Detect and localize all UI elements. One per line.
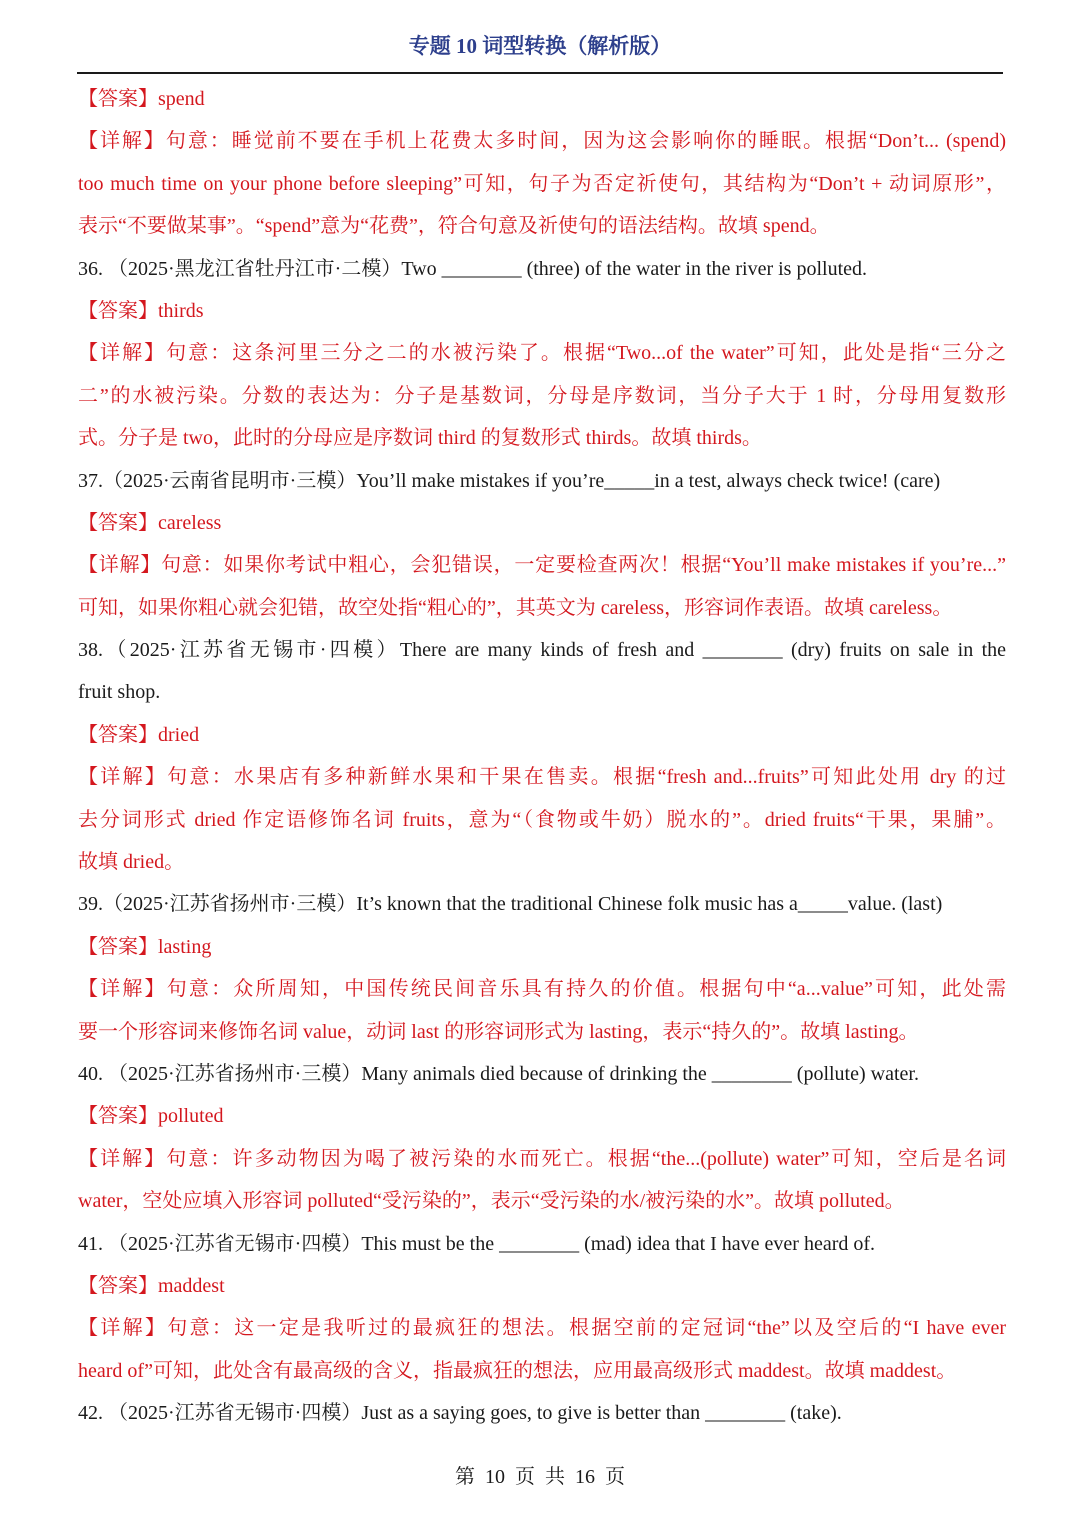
explanation-line: 【详解】句意：睡觉前不要在手机上花费太多时间，因为这会影响你的睡眠。根据“Don’t... (spend): [78, 130, 1006, 153]
answer-line: 【答案】spend: [78, 88, 205, 110]
explanation-line: 去分词形式 dried 作定语修饰名词 fruits，意为“（食物或牛奶）脱水的”。dried fruits“干果，果脯”。: [78, 808, 1006, 831]
answer-line: 【答案】dried: [78, 723, 200, 746]
explanation-line: 故填 dried。: [78, 851, 185, 874]
explanation-line: 【详解】句意：众所周知，中国传统民间音乐具有持久的价值。根据句中“a...value”可知，此处需: [78, 978, 1006, 1001]
explanation-line: 式。分子是 two，此时的分母应是序数词 third 的复数形式 thirds。故填 thirds。: [78, 427, 762, 450]
question-42: 42. （2025·江苏省无锡市·四模）Just as a saying goes, to give is better than ________ (take).: [78, 1402, 842, 1425]
explanation-line: 表示“不要做某事”。“spend”意为“花费”，符合句意及祈使句的语法结构。故填 spend。: [78, 215, 830, 238]
question-36: 36. （2025·黑龙江省牡丹江市·二模）Two ________ (three) of the water in the river is polluted.: [78, 257, 868, 280]
page-header-title: 专题 10 词型转换（解析版）: [408, 34, 672, 58]
explanation-line: 【详解】句意：水果店有多种新鲜水果和干果在售卖。根据“fresh and...fruits”可知此处用 dry 的过: [78, 766, 1006, 789]
answer-line: 【答案】careless: [78, 511, 222, 534]
explanation-line: 要一个形容词来修饰名词 value，动词 last 的形容词形式为 lasting，表示“持久的”。故填 lasting。: [78, 1020, 919, 1043]
answer-line: 【答案】lasting: [78, 935, 212, 958]
header-divider: [77, 72, 1003, 74]
question-39: 39.（2025·江苏省扬州市·三模）It’s known that the traditional Chinese folk music has a_____value. (last): [78, 893, 943, 916]
explanation-line: water，空处应填入形容词 polluted“受污染的”，表示“受污染的水/被污染的水”。故填 polluted。: [78, 1190, 905, 1213]
explanation-line: heard of”可知，此处含有最高级的含义，指最疯狂的想法，应用最高级形式 maddest。故填 maddest。: [78, 1359, 957, 1382]
page-footer-number: 第 10 页 共 16 页: [455, 1466, 625, 1488]
explanation-line: 【详解】句意：如果你考试中粗心，会犯错误，一定要检查两次！根据“You’ll make mistakes if you’re...”: [78, 554, 1006, 577]
question-40: 40. （2025·江苏省扬州市·三模）Many animals died because of drinking the ________ (pollute) water.: [78, 1062, 919, 1085]
page-content: [78, 78, 1006, 1435]
question-38: 38.（2025·江苏省无锡市·四模）There are many kinds of fresh and ________ (dry) fruits on sale in the: [78, 639, 1006, 662]
question-37: 37.（2025·云南省昆明市·三模）You’ll make mistakes if you’re_____in a test, always check twice! (care): [78, 469, 941, 492]
answer-line: 【答案】polluted: [78, 1105, 224, 1128]
explanation-line: too much time on your phone before sleeping”可知，句子为否定祈使句，其结构为“Don’t + 动词原形”，: [78, 172, 1006, 195]
question-41: 41. （2025·江苏省无锡市·四模）This must be the ________ (mad) idea that I have ever heard of.: [78, 1232, 876, 1255]
answer-line: 【答案】thirds: [78, 299, 204, 322]
explanation-line: 【详解】句意：这一定是我听过的最疯狂的想法。根据空前的定冠词“the”以及空后的“I have ever: [78, 1317, 1006, 1340]
explanation-line: 【详解】句意：这条河里三分之二的水被污染了。根据“Two...of the water”可知，此处是指“三分之: [78, 342, 1006, 365]
explanation-line: 二”的水被污染。分数的表达为：分子是基数词，分母是序数词，当分子大于 1 时，分母用复数形: [78, 384, 1006, 407]
explanation-line: 可知，如果你粗心就会犯错，故空处指“粗心的”，其英文为 careless，形容词作表语。故填 careless。: [78, 596, 953, 619]
answer-line: 【答案】maddest: [78, 1274, 225, 1297]
question-38-continued: fruit shop.: [78, 681, 161, 704]
explanation-line: 【详解】句意：许多动物因为喝了被污染的水而死亡。根据“the...(pollute) water”可知，空后是名词: [78, 1147, 1006, 1170]
